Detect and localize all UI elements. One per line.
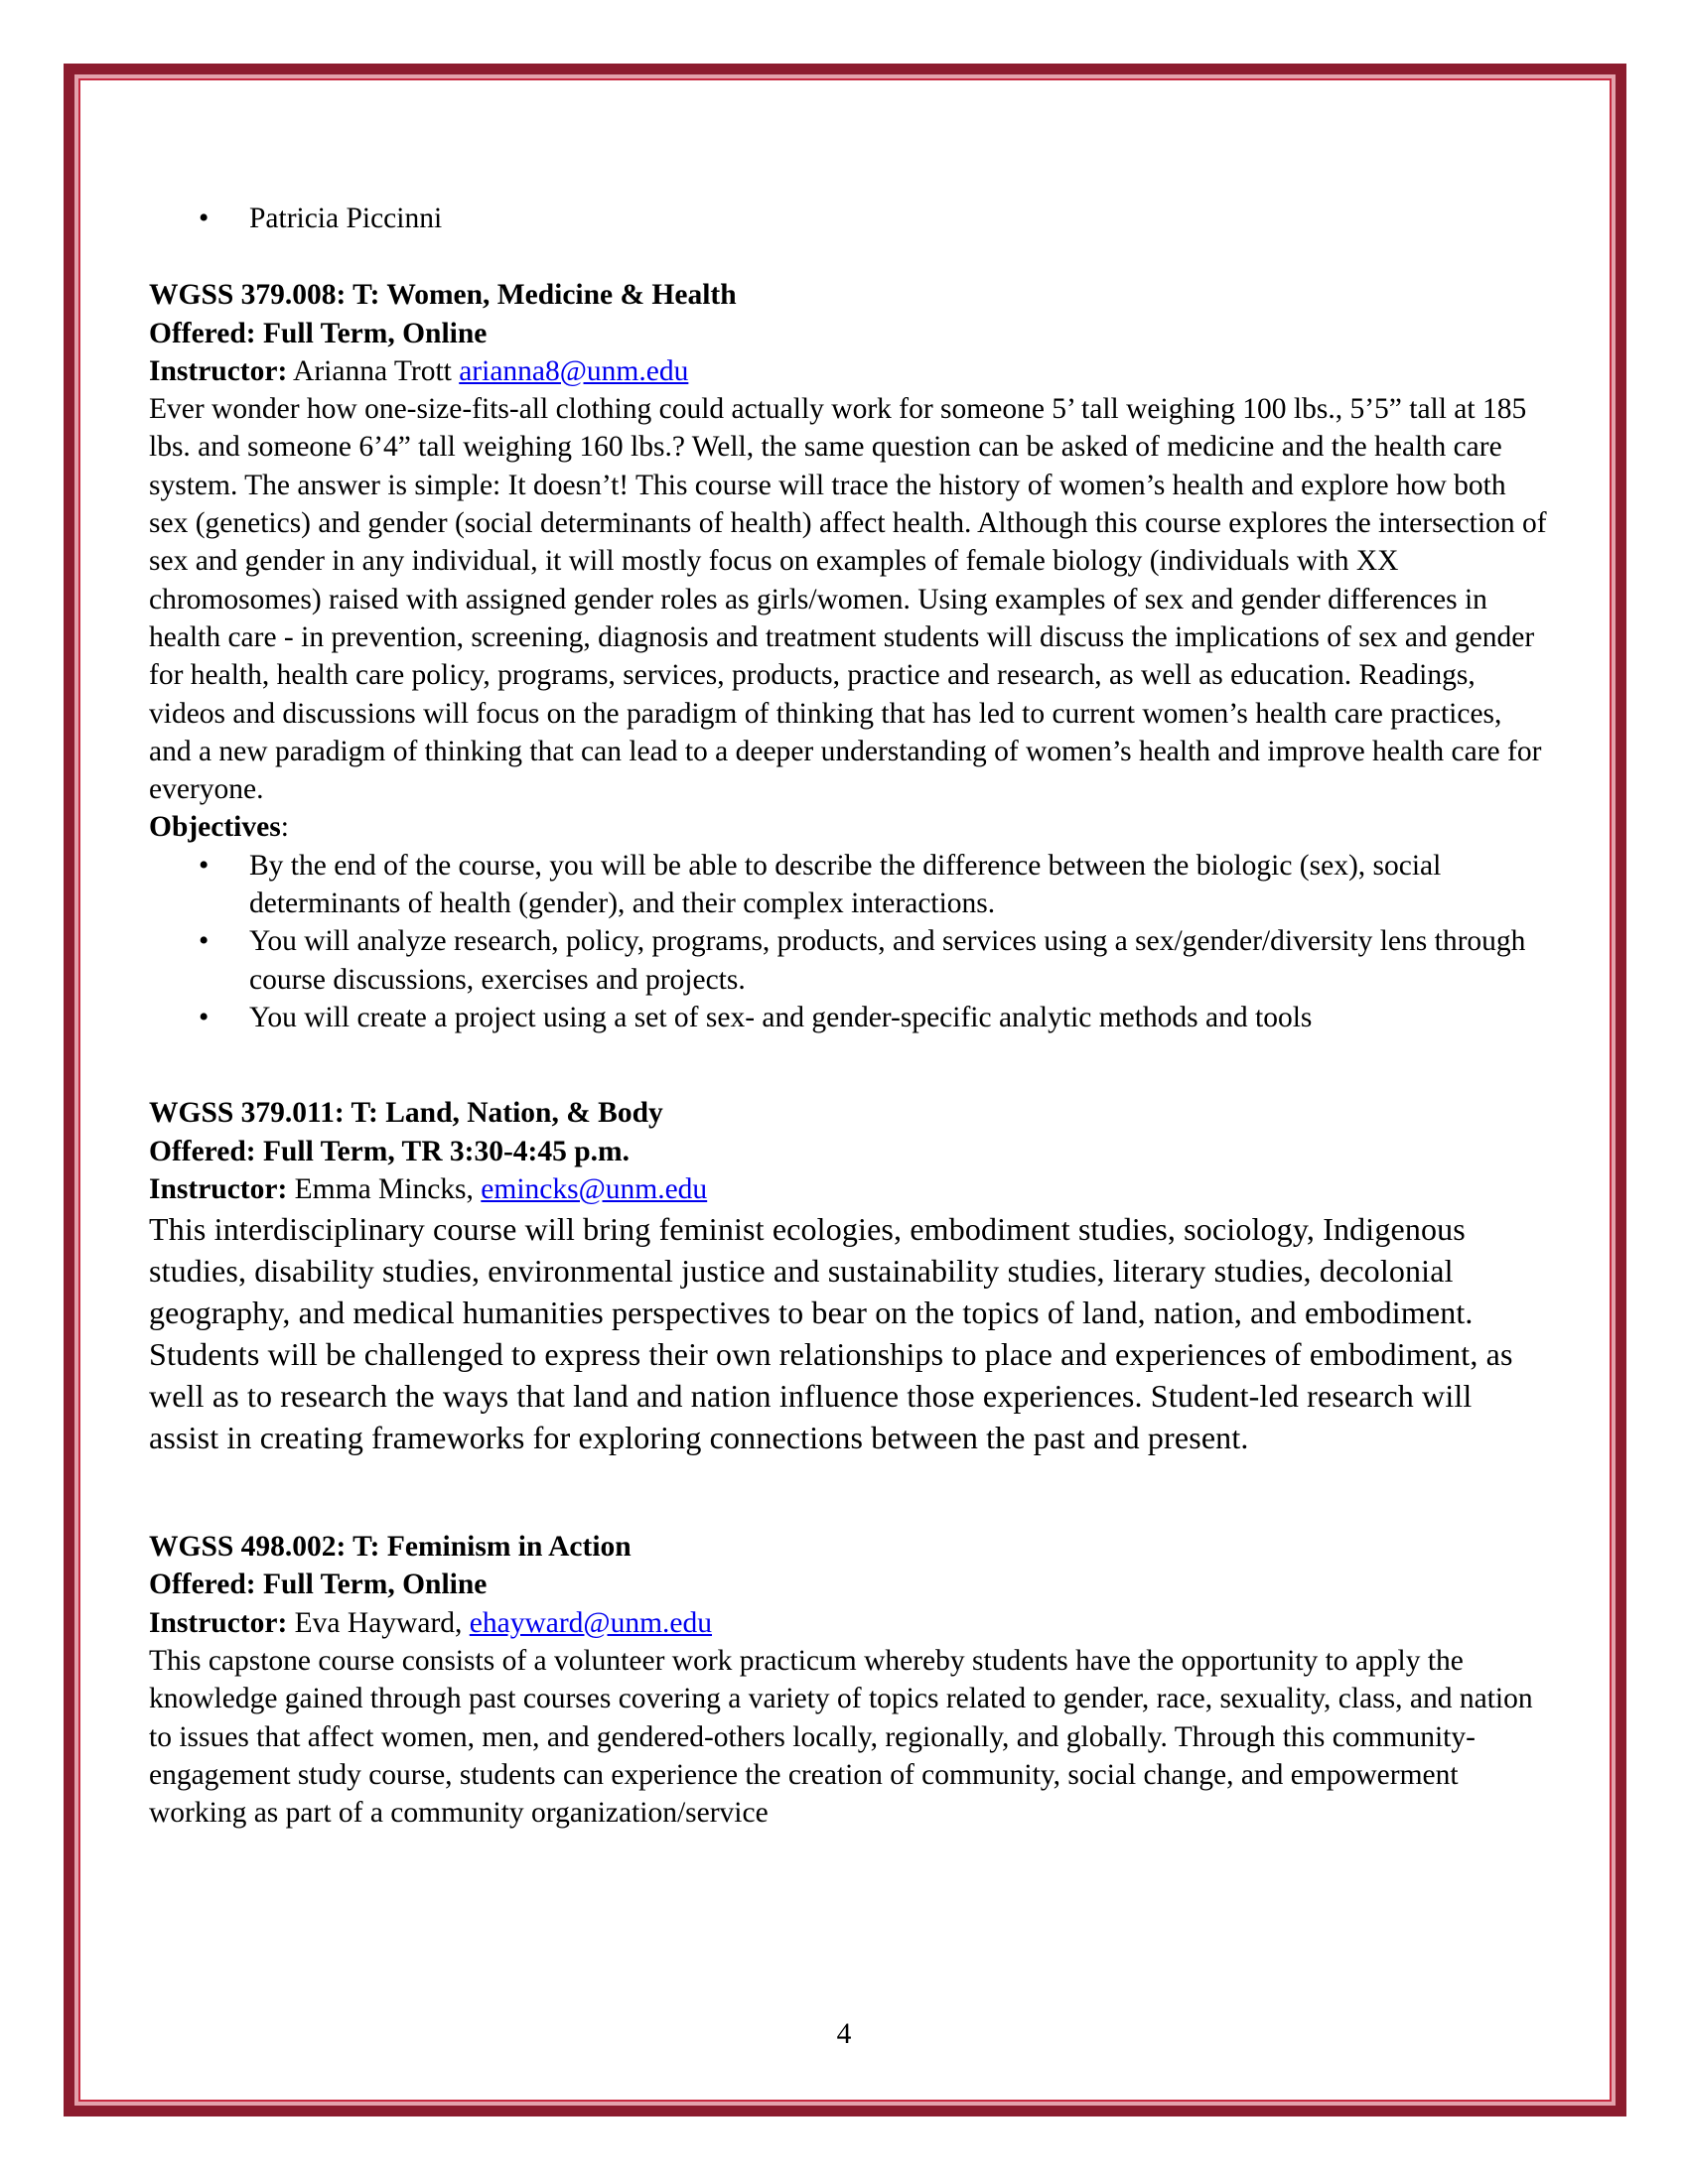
course-section-3	[149, 1528, 1549, 1832]
course-description-continued: Students will be challenged to express their own relationships to place and experiences of embodiment, as well as to research the ways that land and nation influence those experiences. Student-led research will assist in creating frameworks for exploring connections between the past and present.	[149, 1336, 1513, 1456]
page-number: 4	[836, 2018, 852, 2050]
course-offered: Offered: Full Term, Online	[149, 317, 488, 349]
instructor-email-link[interactable]: arianna8@unm.edu	[459, 354, 689, 387]
objectives-list	[149, 847, 1549, 1036]
instructor-label: Instructor:	[149, 1172, 288, 1205]
course-instructor	[149, 1170, 1549, 1208]
course-section-1	[149, 276, 1549, 1036]
objective-item	[149, 999, 1549, 1036]
instructor-email-link[interactable]: emincks@unm.edu	[481, 1172, 708, 1205]
objective-text: You will create a project using a set of sex- and gender-specific analytic methods and tools	[249, 1001, 1313, 1033]
instructor-name: Eva Hayward,	[287, 1606, 470, 1639]
course-offered: Offered: Full Term, TR 3:30-4:45 p.m.	[149, 1135, 630, 1167]
course-description: This capstone course consists of a volunteer work practicum whereby students have the opportunity to apply the knowledge gained through past courses covering a variety of topics related to gender, race, sexuality, class, and nation to issues that affect women, men, and gendered-others locally, regionally, and globally. Through this community-engagement study course, students can experience the creation of community, social change, and empowerment working as part of a community organization/service	[149, 1645, 1533, 1830]
bullet-icon: •	[199, 849, 210, 882]
list-item	[149, 200, 1549, 237]
objectives-heading	[149, 808, 1549, 846]
instructor-label: Instructor:	[149, 1606, 288, 1639]
bullet-icon: •	[199, 925, 210, 958]
objectives-colon: :	[280, 811, 289, 844]
course-description: This interdisciplinary course will bring feminist ecologies, embodiment studies, sociology, Indigenous studies, disability studies, environmental justice and sustainability studies, literary studies, decolonial geography, and medical humanities perspectives to bear on the topics of land, nation, and embodiment.	[149, 1211, 1474, 1331]
objective-text: You will analyze research, policy, programs, products, and services using a sex/gender/diversity lens through course discussions, exercises and projects.	[249, 925, 1526, 996]
bullet-icon: •	[199, 1001, 210, 1033]
top-bullet-list	[149, 200, 1549, 237]
course-offered: Offered: Full Term, Online	[149, 1569, 488, 1601]
course-instructor	[149, 1604, 1549, 1642]
objective-item	[149, 847, 1549, 923]
course-title: WGSS 379.008: T: Women, Medicine & Health	[149, 279, 737, 312]
course-section-2	[149, 1094, 1549, 1458]
instructor-name: Emma Mincks,	[287, 1172, 482, 1205]
instructor-name: Arianna Trott	[287, 354, 460, 387]
bullet-icon: •	[199, 203, 210, 234]
instructor-email-link[interactable]: ehayward@unm.edu	[469, 1606, 713, 1639]
objectives-label: Objectives	[149, 811, 281, 844]
page-content	[149, 200, 1549, 1833]
objective-item	[149, 922, 1549, 999]
list-item-text: Patricia Piccinni	[249, 203, 443, 234]
objective-text: By the end of the course, you will be able to describe the difference between the biologic (sex), social determinants of health (gender), and their complex interactions.	[249, 849, 1442, 920]
course-description: Ever wonder how one-size-fits-all clothing could actually work for someone 5’ tall weighing 100 lbs., 5’5” tall at 185 lbs. and someone 6’4” tall weighing 160 lbs.? Well, the same question can be asked of medicine and the health care system. The answer is simple: It doesn’t! This course will trace the history of women’s health and explore how both sex (genetics) and gender (social determinants of health) affect health. Although this course explores the intersection of sex and gender in any individual, it will mostly focus on examples of female biology (individuals with XX chromosomes) raised with assigned gender roles as girls/women. Using examples of sex and gender differences in health care - in prevention, screening, diagnosis and treatment students will discuss the implications of sex and gender for health, health care policy, programs, services, products, practice and research, as well as education. Readings, videos and discussions will focus on the paradigm of thinking that has led to current women’s health care practices, and a new paradigm of thinking that can lead to a deeper understanding of women’s health and improve health care for everyone.	[149, 393, 1547, 806]
course-title: WGSS 498.002: T: Feminism in Action	[149, 1531, 632, 1564]
course-title: WGSS 379.011: T: Land, Nation, & Body	[149, 1097, 663, 1130]
course-instructor	[149, 352, 1549, 390]
instructor-label: Instructor:	[149, 354, 288, 387]
